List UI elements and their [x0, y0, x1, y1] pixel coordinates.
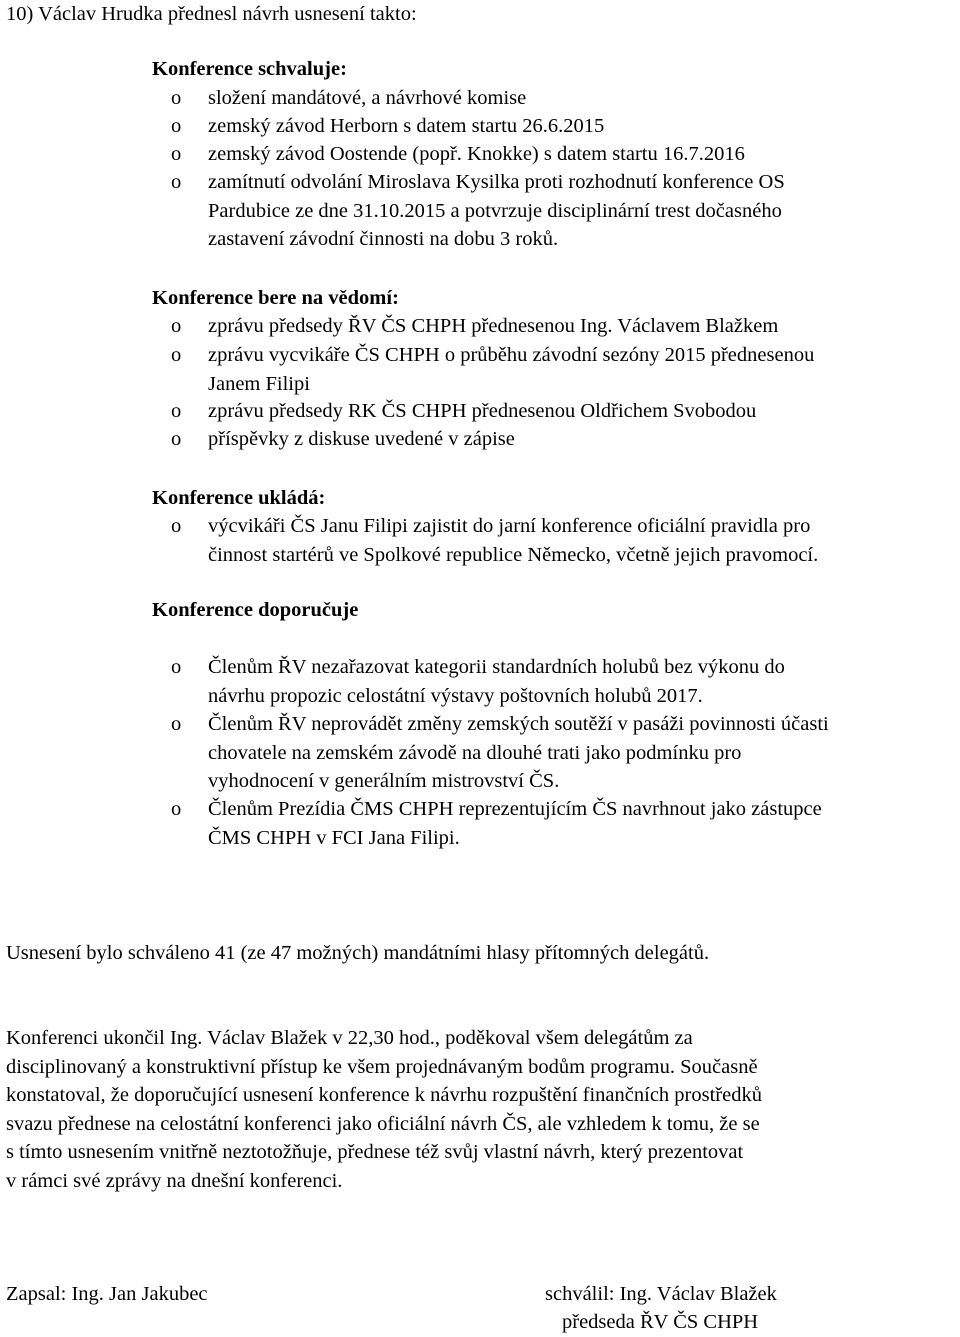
- list-item-line: zprávu předsedy ŘV ČS CHPH přednesenou Ing. Václavem Blažkem: [208, 315, 779, 337]
- list-item-line: zprávu předsedy RK ČS CHPH přednesenou Oldřichem Svobodou: [208, 400, 757, 422]
- closing-line: Konferenci ukončil Ing. Václav Blažek v 22,30 hod., poděkoval všem delegátům za: [6, 1027, 693, 1049]
- closing-line: svazu přednese na celostátní konferenci jako oficiální návrh ČS, ale vzhledem k tomu, že se: [6, 1112, 760, 1135]
- item-heading: 10) Václav Hrudka přednesl návrh usnesení takto:: [6, 3, 417, 25]
- list-item-line: ČMS CHPH v FCI Jana Filipi.: [208, 826, 460, 849]
- bullet-marker: o: [171, 143, 182, 165]
- list-item-line: Janem Filipi: [208, 372, 310, 395]
- bullet-marker: o: [171, 87, 182, 109]
- list-item-line: chovatele na zemském závodě na dlouhé trati jako podmínku pro: [208, 741, 742, 764]
- resolution-result: Usnesení bylo schváleno 41 (ze 47 možných) mandátními hlasy přítomných delegátů.: [6, 942, 710, 964]
- closing-line: disciplinovaný a konstruktivní přístup ke všem projednávaným bodům programu. Současně: [6, 1055, 758, 1078]
- list-item-line: zprávu vycvikáře ČS CHPH o průběhu závodní sezóny 2015 přednesenou: [208, 344, 815, 366]
- list-item-line: činnost startérů ve Spolkové republice Německo, včetně jejich pravomocí.: [208, 543, 819, 566]
- bullet-marker: o: [171, 115, 182, 137]
- recorded-by: Zapsal: Ing. Jan Jakubec: [6, 1283, 208, 1305]
- list-item-line: vyhodnocení v generálním mistrovství ČS.: [208, 770, 560, 792]
- bullet-marker: o: [171, 400, 182, 422]
- list-item-line: zemský závod Herborn s datem startu 26.6.2015: [208, 115, 605, 137]
- approved-by: schválil: Ing. Václav Blažek: [545, 1283, 777, 1305]
- list-item-line: Členům Prezídia ČMS CHPH reprezentujícím ČS navrhnout jako zástupce: [208, 798, 822, 820]
- bullet-marker: o: [171, 315, 182, 337]
- section-heading: Konference schvaluje:: [152, 58, 347, 80]
- list-item-line: návrhu propozic celostátní výstavy poštovních holubů 2017.: [208, 684, 703, 707]
- section-heading: Konference bere na vědomí:: [152, 287, 399, 309]
- bullet-marker: o: [171, 171, 182, 193]
- list-item-line: zamítnutí odvolání Miroslava Kysilka proti rozhodnutí konference OS: [208, 171, 785, 193]
- closing-line: s tímto usnesením vnitřně neztotožňuje, přednese též svůj vlastní návrh, který prezentovat: [6, 1141, 744, 1163]
- list-item-line: Členům ŘV neprovádět změny zemských soutěží v pasáži povinnosti účasti: [208, 713, 829, 735]
- list-item-line: zemský závod Oostende (popř. Knokke) s datem startu 16.7.2016: [208, 143, 745, 165]
- list-item-line: výcvikáři ČS Janu Filipi zajistit do jarní konference oficiální pravidla pro: [208, 515, 811, 537]
- approved-by-role: předseda ŘV ČS CHPH: [562, 1311, 759, 1333]
- list-item-line: příspěvky z diskuse uvedené v zápise: [208, 428, 515, 450]
- list-item-line: zastavení závodní činnosti na dobu 3 roků.: [208, 228, 559, 250]
- section-heading: Konference ukládá:: [152, 487, 326, 509]
- bullet-marker: o: [171, 428, 182, 450]
- bullet-marker: o: [171, 798, 182, 820]
- list-item-line: Pardubice ze dne 31.10.2015 a potvrzuje disciplinární trest dočasného: [208, 199, 782, 222]
- bullet-marker: o: [171, 344, 182, 366]
- closing-line: v rámci své zprávy na dnešní konferenci.: [6, 1169, 343, 1192]
- bullet-marker: o: [171, 515, 182, 537]
- list-item-line: složení mandátové, a návrhové komise: [208, 87, 527, 109]
- list-item-line: Členům ŘV nezařazovat kategorii standardních holubů bez výkonu do: [208, 656, 785, 678]
- bullet-marker: o: [171, 713, 182, 735]
- closing-line: konstatoval, že doporučující usnesení konference k návrhu rozpuštění finančních prostředků: [6, 1084, 762, 1106]
- section-heading: Konference doporučuje: [152, 599, 359, 621]
- bullet-marker: o: [171, 656, 182, 678]
